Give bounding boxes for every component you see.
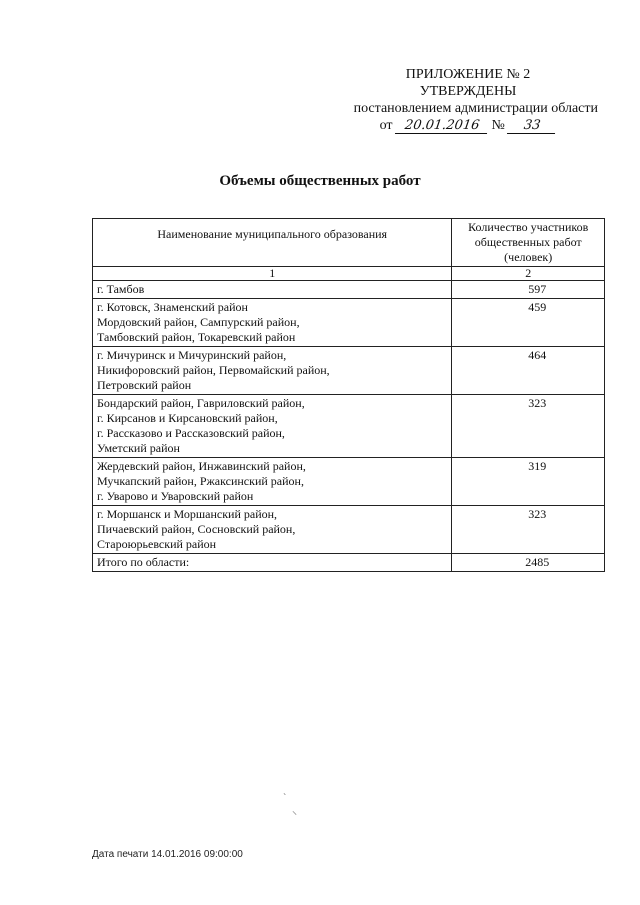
municipality-name-line: г. Рассказово и Рассказовский район,	[97, 426, 285, 440]
municipality-name-line: Никифоровский район, Первомайский район,	[97, 363, 330, 377]
municipality-name-line: Староюрьевский район	[97, 537, 217, 551]
municipality-name-line: г. Мичуринск и Мичуринский район,	[97, 348, 287, 362]
municipality-name-line: Мучкапский район, Ржаксинский район,	[97, 474, 304, 488]
participants-count	[452, 281, 605, 299]
total-row	[93, 554, 605, 572]
table-row	[93, 299, 605, 347]
handwritten-date: 20.01.2016	[395, 119, 489, 134]
total-count	[452, 554, 605, 572]
table-row	[93, 395, 605, 458]
approved-label: УТВЕРЖДЕНЫ	[419, 84, 517, 99]
total-count-value: 2485	[525, 555, 550, 569]
participants-count	[452, 458, 605, 506]
participants-count-value: 319	[528, 459, 547, 473]
table-header-row	[93, 219, 605, 267]
municipality-name	[93, 347, 452, 395]
municipality-name	[93, 458, 452, 506]
appendix-label: ПРИЛОЖЕНИЕ № 2	[405, 67, 531, 82]
participants-count	[452, 299, 605, 347]
header-municipality: Наименование муниципального образования	[93, 219, 452, 267]
table-row	[93, 458, 605, 506]
date-prefix: от	[379, 118, 393, 133]
public-works-table	[92, 218, 605, 572]
table-row	[93, 281, 605, 299]
participants-count-value: 459	[528, 300, 547, 314]
header-participants: Количество участников общественных работ (человек)	[452, 219, 605, 267]
participants-count-value: 323	[528, 396, 547, 410]
municipality-name-line: Уметский район	[97, 441, 180, 455]
decree-label: постановлением администрации области	[353, 101, 598, 116]
participants-count-value: 464	[528, 348, 547, 362]
municipality-name-line: Бондарский район, Гавриловский район,	[97, 396, 305, 410]
document-title: Объемы общественных работ	[219, 173, 421, 189]
participants-count-value: 323	[528, 507, 547, 521]
municipality-name-line: г. Тамбов	[97, 282, 145, 296]
decree-date-line	[338, 117, 598, 134]
municipality-name-line: г. Уварово и Уваровский район	[97, 489, 254, 503]
print-date: Дата печати 14.01.2016 09:00:00	[92, 849, 243, 860]
municipality-name-line: г. Кирсанов и Кирсановский район,	[97, 411, 278, 425]
scan-mark: ⸜	[292, 806, 297, 817]
total-label: Итого по области:	[93, 554, 452, 572]
column-number-row	[93, 267, 605, 281]
number-prefix: №	[491, 118, 505, 133]
municipality-name-line: Жердевский район, Инжавинский район,	[97, 459, 306, 473]
scan-mark: `	[283, 793, 287, 804]
table-row	[93, 347, 605, 395]
municipality-name-line: Пичаевский район, Сосновский район,	[97, 522, 296, 536]
municipality-name-line: г. Моршанск и Моршанский район,	[97, 507, 278, 521]
municipality-name-line: Тамбовский район, Токаревский район	[97, 330, 296, 344]
participants-count	[452, 506, 605, 554]
participants-count-value: 597	[528, 282, 547, 296]
table-row	[93, 506, 605, 554]
handwritten-number: 33	[507, 119, 557, 134]
municipality-name-line: Мордовский район, Сампурский район,	[97, 315, 300, 329]
municipality-name	[93, 299, 452, 347]
column-number-2: 2	[452, 267, 605, 281]
municipality-name-line: Петровский район	[97, 378, 192, 392]
participants-count	[452, 395, 605, 458]
participants-count	[452, 347, 605, 395]
column-number-1: 1	[93, 267, 452, 281]
municipality-name-line: г. Котовск, Знаменский район	[97, 300, 248, 314]
approval-block	[338, 66, 598, 134]
municipality-name	[93, 506, 452, 554]
municipality-name	[93, 281, 452, 299]
municipality-name	[93, 395, 452, 458]
